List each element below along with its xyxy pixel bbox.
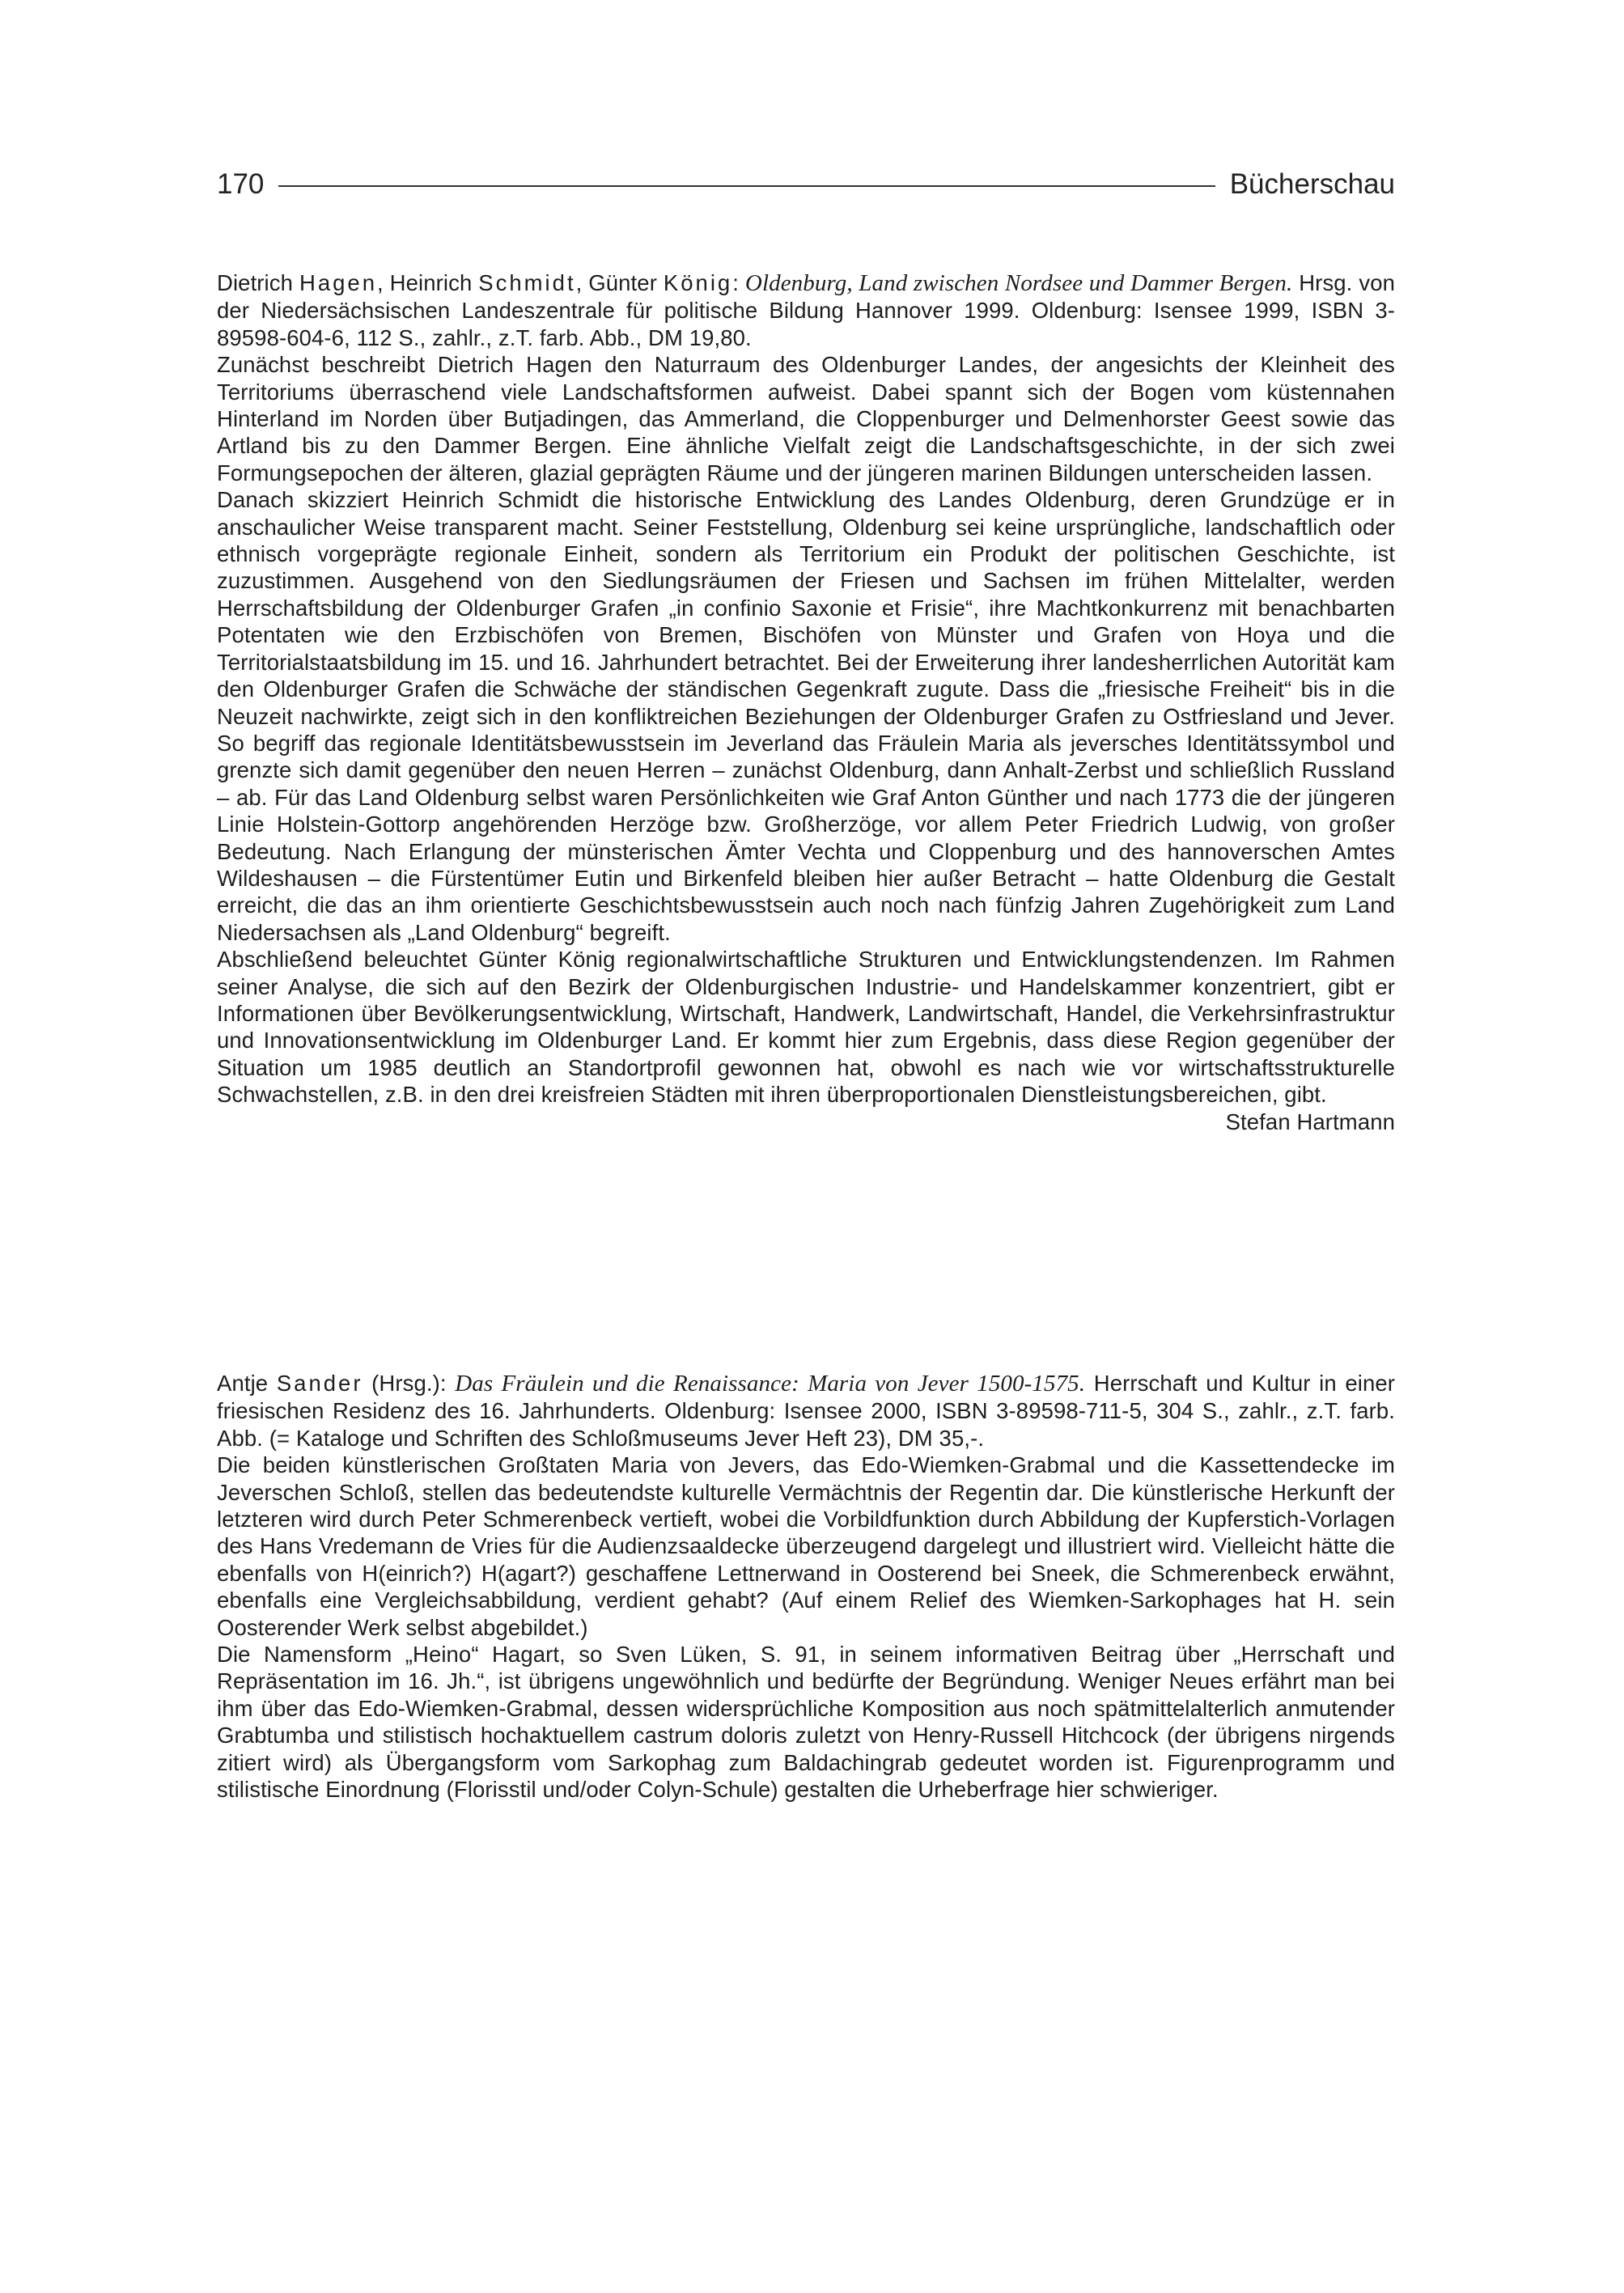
section-title: Bücherschau — [1229, 168, 1395, 200]
citation-details: Herrschaft und Kultur in einer friesischen Residenz des 16. Jahrhunderts. Oldenburg: Isensee 2000, ISBN 3-89598-711-5, 304 S., zahlr., z.T. farb. Abb. (= Kataloge und Schriften des Schloßmuseums Jever Heft 23), DM 35,-. — [217, 1371, 1395, 1451]
author-name: Sander — [276, 1371, 363, 1396]
review-paragraph: Die beiden künstlerischen Großtaten Maria von Jevers, das Edo-Wiemken-Grabmal und die Kassettendecke im Jeverschen Schloß, stellen das bedeutendste kulturelle Vermächtnis der Regentin dar. Die künstlerische Herkunft der letzteren wird durch Peter Schmerenbeck vertieft, wobei die Vorbildfunktion durch Abbildung der Kupferstich-Vorlagen des Hans Vredemann de Vries für die Audienzsaaldecke überzeugend dargelegt und illustriert wird. Vielleicht hätte die ebenfalls von H(einrich?) H(agart?) geschaffene Lettnerwand in Oosterend bei Sneek, die Schmerenbeck erwähnt, ebenfalls eine Vergleichsabbildung, verdient gehabt? (Auf einem Relief des Wiemken-Sarkophages hat H. sein Oosterender Werk selbst abgebildet.) — [217, 1452, 1395, 1640]
citation-text: Dietrich — [217, 270, 299, 295]
citation-text: , Heinrich — [377, 270, 479, 295]
citation-text: (Hrsg.): — [363, 1371, 456, 1396]
header-rule — [278, 185, 1215, 187]
review-hagen-schmidt-koenig — [217, 269, 1395, 1135]
author-name: Schmidt — [478, 270, 576, 295]
author-name: Hagen — [299, 270, 377, 295]
book-title: Das Fräulein und die Renaissance: Maria von Jever 1500-1575. — [455, 1371, 1086, 1397]
citation-text: Antje — [217, 1371, 277, 1396]
review-paragraph: Danach skizziert Heinrich Schmidt die historische Entwicklung des Landes Oldenburg, deren Grundzüge er in anschaulicher Weise transparent macht. Seiner Feststellung, Oldenburg sei keine ursprüngliche, landschaftlich oder ethnisch vorgeprägte regionale Einheit, sondern als Territorium ein Produkt der politischen Geschichte, ist zuzustimmen. Ausgehend von den Siedlungsräumen der Friesen und Sachsen im frühen Mittelalter, werden Herrschaftsbildung der Oldenburger Grafen „in confinio Saxonie et Frisie“, ihre Machtkonkurrenz mit benachbarten Potentaten wie den Erzbischöfen von Bremen, Bischöfen von Münster und Grafen von Hoya und die Territorialstaatsbildung im 15. und 16. Jahrhundert betrachtet. Bei der Erweiterung ihrer landesherrlichen Autorität kam den Oldenburger Grafen die Schwäche der ständischen Gegenkraft zugute. Dass die „friesische Freiheit“ bis in die Neuzeit nachwirkte, zeigt sich in den konfliktreichen Beziehungen der Oldenburger Grafen zu Ostfriesland und Jever. So begriff das regionale Identitätsbewusstsein im Jeverland das Fräulein Maria als jeversches Identitätssymbol und grenzte sich damit gegenüber den neuen Herren – zunächst Oldenburg, dann Anhalt-Zerbst und schließlich Russland – ab. Für das Land Oldenburg selbst waren Persönlichkeiten wie Graf Anton Günther und nach 1773 die der jüngeren Linie Holstein-Gottorp angehörenden Herzöge bzw. Großherzöge, vor allem Peter Friedrich Ludwig, von großer Bedeutung. Nach Erlangung der münsterischen Ämter Vechta und Cloppenburg und des hannoverschen Amtes Wildeshausen – die Fürstentümer Eutin und Birkenfeld bleiben hier außer Betracht – hatte Oldenburg die Gestalt erreicht, die das an ihm orientierte Geschichtsbewusstsein auch noch nach fünfzig Jahren Zugehörigkeit zum Land Niedersachsen als „Land Oldenburg“ begreift. — [217, 487, 1395, 945]
running-head — [217, 168, 1395, 201]
book-title: Oldenburg, Land zwischen Nordsee und Dammer Bergen. — [744, 270, 1293, 296]
page-number: 170 — [217, 168, 265, 200]
review-citation — [217, 1370, 1395, 1452]
review-paragraph: Abschließend beleuchtet Günter König regionalwirtschaftliche Strukturen und Entwicklungstendenzen. Im Rahmen seiner Analyse, die sich auf den Bezirk der Oldenburgischen Industrie- und Handelskammer konzentriert, gibt er Informationen über Bevölkerungsentwicklung, Wirtschaft, Handwerk, Landwirtschaft, Handel, die Verkehrsinfrastruktur und Innovationsentwicklung im Oldenburger Land. Er kommt hier zum Ergebnis, dass diese Region gegenüber der Situation um 1985 deutlich an Standortprofil gewonnen hat, obwohl es nach wie vor wirtschaftsstrukturelle Schwachstellen, z.B. in den drei kreisfreien Städten mit ihren überproportionalen Dienstleistungsbereichen, gibt. — [217, 947, 1395, 1108]
review-citation — [217, 269, 1395, 351]
citation-text: , Günter — [575, 270, 664, 295]
citation-text: : — [732, 270, 745, 295]
review-sander — [217, 1370, 1395, 1803]
review-paragraph: Zunächst beschreibt Dietrich Hagen den Naturraum des Oldenburger Landes, der angesichts der Kleinheit des Territoriums überraschend viele Landschaftsformen aufweist. Dabei spannt sich der Bogen vom küstennahen Hinterland im Norden über Butjadingen, das Ammerland, die Cloppenburger und Delmenhorster Geest sowie das Artland bis zu den Dammer Bergen. Eine ähnliche Vielfalt zeigt die Landschaftsgeschichte, in der sich zwei Formungsepochen der älteren, glazial geprägten Räume und der jüngeren marinen Bildungen unterscheiden lassen. — [217, 352, 1395, 485]
citation-details: Hrsg. von der Niedersächsischen Landeszentrale für politische Bildung Hannover 1999. Oldenburg: Isensee 1999, ISBN 3-89598-604-6, 112 S., zahlr., z.T. farb. Abb., DM 19,80. — [217, 270, 1395, 350]
reviewer-signature: Stefan Hartmann — [1225, 1108, 1395, 1134]
author-name: König — [663, 270, 733, 295]
review-paragraph: Die Namensform „Heino“ Hagart, so Sven Lüken, S. 91, in seinem informativen Beitrag über „Herrschaft und Repräsentation im 16. Jh.“, ist übrigens ungewöhnlich und bedürfte der Begründung. Weniger Neues erfährt man bei ihm über das Edo-Wiemken-Grabmal, dessen widersprüchliche Komposition aus noch spätmittelalterlich anmutender Grabtumba und stilistisch hochaktuellem castrum doloris zuletzt von Henry-Russell Hitchcock (der übrigens nirgends zitiert wird) als Übergangsform vom Sarkophag zum Baldachingrab gedeutet worden ist. Figurenprogramm und stilistische Einordnung (Florisstil und/oder Colyn-Schule) gestalten die Urheberfrage hier schwieriger. — [217, 1642, 1395, 1803]
